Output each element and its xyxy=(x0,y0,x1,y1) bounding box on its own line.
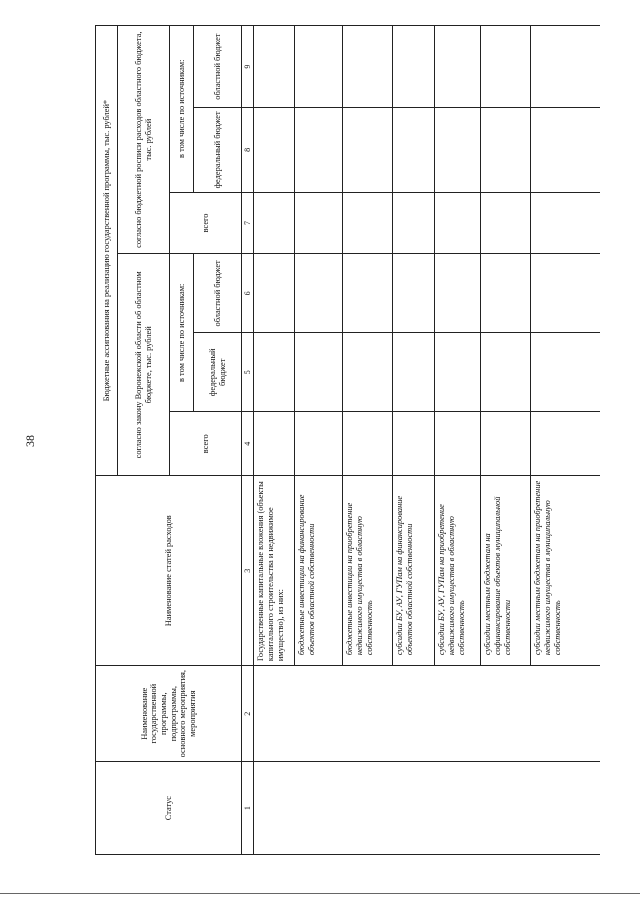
status-cell xyxy=(254,762,600,855)
value-cell xyxy=(481,333,531,412)
value-cell xyxy=(254,26,295,108)
value-cell xyxy=(481,412,531,476)
value-cell xyxy=(481,108,531,192)
column-number: 6 xyxy=(242,254,254,333)
value-cell xyxy=(435,192,481,254)
value-cell xyxy=(254,333,295,412)
column-number: 5 xyxy=(242,333,254,412)
value-cell xyxy=(531,192,600,254)
value-cell xyxy=(343,412,393,476)
value-cell xyxy=(481,26,531,108)
header-law-total: всего xyxy=(170,412,242,476)
header-law-regional: областной бюджет xyxy=(194,254,242,333)
header-schedule-total: всего xyxy=(170,192,242,254)
value-cell xyxy=(254,192,295,254)
value-cell xyxy=(435,26,481,108)
column-number: 9 xyxy=(242,26,254,108)
expense-row-label: субсидии местным бюджетам на приобретение недвижимого имущества в муниципальную собственность xyxy=(531,476,600,666)
value-cell xyxy=(435,108,481,192)
value-cell xyxy=(343,108,393,192)
value-cell xyxy=(343,192,393,254)
column-number: 4 xyxy=(242,412,254,476)
header-status: Статус xyxy=(96,762,242,855)
program-name-cell xyxy=(254,666,600,762)
value-cell xyxy=(295,333,343,412)
header-row-1 xyxy=(96,26,118,855)
value-cell xyxy=(295,192,343,254)
value-cell xyxy=(481,192,531,254)
table-row xyxy=(254,26,295,855)
value-cell xyxy=(435,412,481,476)
header-schedule-regional: областной бюджет xyxy=(194,26,242,108)
expense-row-label: бюджетные инвестиции на финансирование объектов областной собственности xyxy=(295,476,343,666)
value-cell xyxy=(343,26,393,108)
column-number: 8 xyxy=(242,108,254,192)
value-cell xyxy=(343,333,393,412)
expense-row-label: субсидии местным бюджетам на софинансирование объектов муниципальной собственности xyxy=(481,476,531,666)
column-number: 7 xyxy=(242,192,254,254)
value-cell xyxy=(254,108,295,192)
rotated-table-container xyxy=(95,25,600,855)
header-schedule-group: согласно бюджетной росписи расходов областного бюджета, тыс. рублей xyxy=(118,26,170,254)
value-cell xyxy=(393,192,435,254)
value-cell xyxy=(254,412,295,476)
page-bottom-rule xyxy=(0,893,640,894)
header-schedule-by-sources: в том числе по источникам: xyxy=(170,26,194,193)
header-budget-allocations: Бюджетные ассигнования на реализацию государственной программы, тыс. рублей* xyxy=(96,26,118,476)
value-cell xyxy=(531,333,600,412)
value-cell xyxy=(295,108,343,192)
header-law-by-sources: в том числе по источникам: xyxy=(170,254,194,412)
budget-table xyxy=(95,25,600,855)
expense-row-label: субсидии БУ, АУ, ГУПам на приобретение недвижимого имущества в областную собственность xyxy=(435,476,481,666)
value-cell xyxy=(393,254,435,333)
column-number: 1 xyxy=(242,762,254,855)
header-expense-name: Наименование статей расходов xyxy=(96,476,242,666)
header-schedule-federal: федеральный бюджет xyxy=(194,108,242,192)
value-cell xyxy=(393,108,435,192)
value-cell xyxy=(531,26,600,108)
value-cell xyxy=(531,108,600,192)
value-cell xyxy=(481,254,531,333)
page-number: 38 xyxy=(23,435,37,447)
landscape-page xyxy=(95,25,600,855)
expense-row-label: Государственные капитальные вложения (объекты капитального строительства и недвижимое имущество), из них: xyxy=(254,476,295,666)
expense-row-label: бюджетные инвестиции на приобретение недвижимого имущества в областную собственность xyxy=(343,476,393,666)
column-number: 2 xyxy=(242,666,254,762)
value-cell xyxy=(254,254,295,333)
value-cell xyxy=(295,26,343,108)
expense-row-label: субсидии БУ, АУ, ГУПам на финансирование объектов областной собственности xyxy=(393,476,435,666)
value-cell xyxy=(435,254,481,333)
value-cell xyxy=(295,254,343,333)
value-cell xyxy=(295,412,343,476)
column-number-row xyxy=(242,26,254,855)
value-cell xyxy=(393,412,435,476)
value-cell xyxy=(531,254,600,333)
value-cell xyxy=(435,333,481,412)
header-program-name: Наименование государственной программы, подпрограммы, основного мероприятия, мероприятия xyxy=(96,666,242,762)
header-law-group: согласно закону Воронежской области об областном бюджете, тыс. рублей xyxy=(118,254,170,476)
value-cell xyxy=(343,254,393,333)
value-cell xyxy=(531,412,600,476)
column-number: 3 xyxy=(242,476,254,666)
value-cell xyxy=(393,333,435,412)
value-cell xyxy=(393,26,435,108)
header-law-federal: федеральный бюджет xyxy=(194,333,242,412)
